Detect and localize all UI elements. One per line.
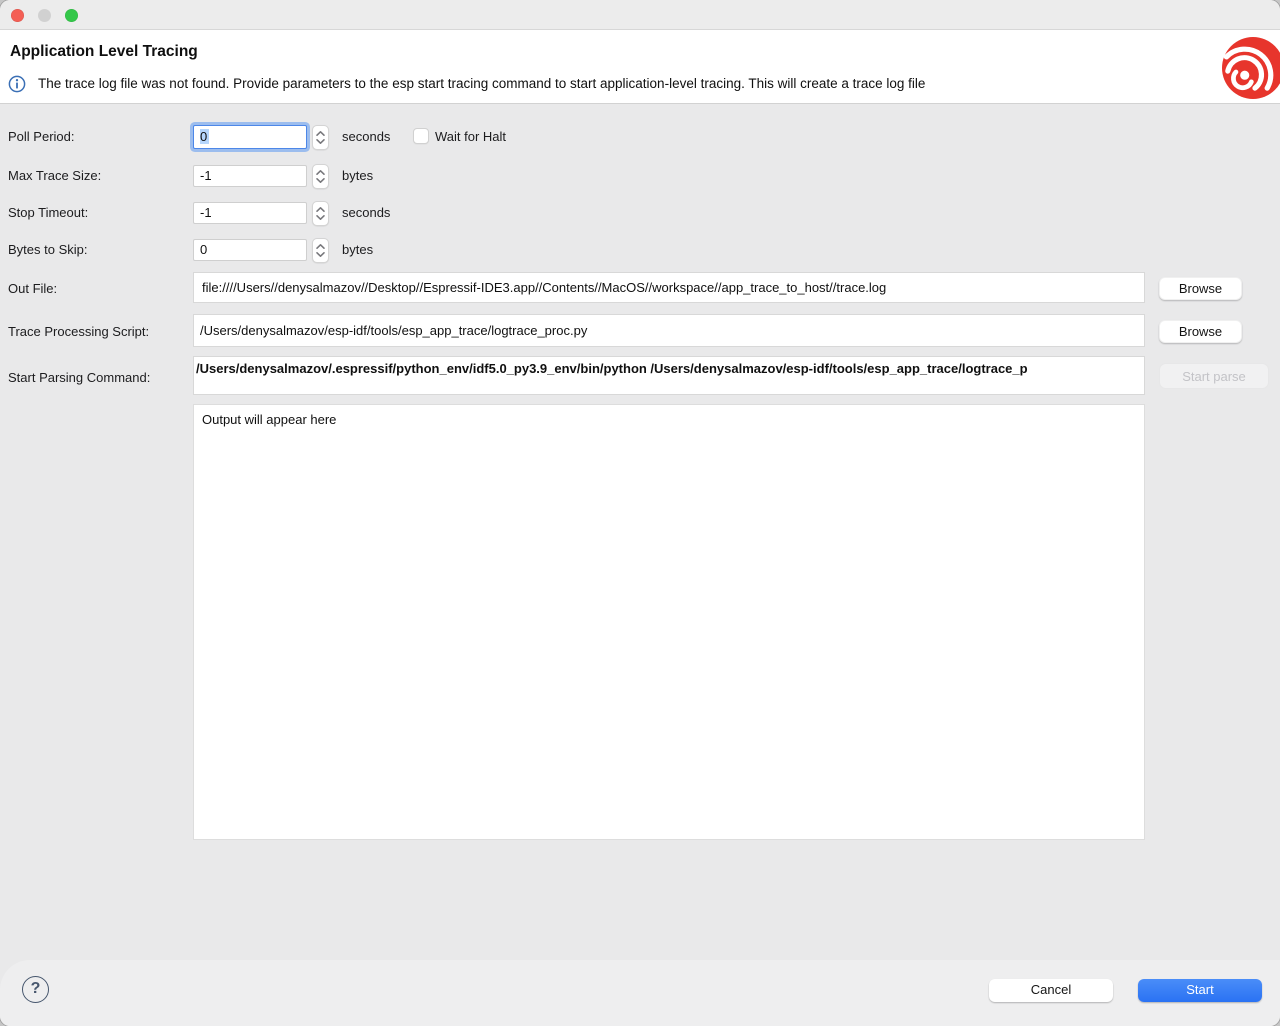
out-file-value: file:////Users//denysalmazov//Desktop//Espressif-IDE3.app//Contents//MacOS//workspace//app_trace_to_host//trace.log <box>202 280 887 295</box>
out-file-label: Out File: <box>8 281 58 296</box>
minimize-button <box>38 9 51 22</box>
zoom-button[interactable] <box>65 9 78 22</box>
bytes-to-skip-unit: bytes <box>342 242 374 257</box>
info-icon <box>8 75 26 98</box>
poll-period-input[interactable] <box>193 125 307 149</box>
trace-processing-script-input[interactable] <box>193 314 1145 347</box>
stop-timeout-unit: seconds <box>342 205 391 220</box>
bytes-to-skip-value: 0 <box>200 242 208 257</box>
max-trace-size-label: Max Trace Size: <box>8 168 102 183</box>
poll-period-label: Poll Period: <box>8 129 75 144</box>
wait-for-halt-checkbox[interactable] <box>413 128 429 144</box>
stop-timeout-label: Stop Timeout: <box>8 205 89 220</box>
out-file-browse-button[interactable]: Browse <box>1159 277 1242 300</box>
poll-period-value: 0 <box>200 129 208 144</box>
stop-timeout-stepper[interactable] <box>312 201 329 226</box>
max-trace-size-stepper[interactable] <box>312 164 329 189</box>
start-parse-button: Start parse <box>1159 363 1269 389</box>
max-trace-size-unit: bytes <box>342 168 374 183</box>
bytes-to-skip-label: Bytes to Skip: <box>8 242 88 257</box>
help-button[interactable]: ? <box>22 976 49 1003</box>
trace-processing-script-value: /Users/denysalmazov/esp-idf/tools/esp_app_trace/logtrace_proc.py <box>200 323 588 338</box>
bytes-to-skip-input[interactable] <box>193 239 307 261</box>
start-button[interactable]: Start <box>1138 979 1262 1002</box>
max-trace-size-value: -1 <box>200 168 212 183</box>
stop-timeout-value: -1 <box>200 205 212 220</box>
trace-processing-script-label: Trace Processing Script: <box>8 324 150 339</box>
titlebar[interactable] <box>0 0 1280 30</box>
output-placeholder-text: Output will appear here <box>202 412 337 427</box>
bytes-to-skip-stepper[interactable] <box>312 238 329 263</box>
close-button[interactable] <box>11 9 24 22</box>
max-trace-size-input[interactable] <box>193 165 307 187</box>
output-console[interactable] <box>193 404 1145 840</box>
stop-timeout-input[interactable] <box>193 202 307 224</box>
start-parsing-command-input[interactable] <box>193 356 1145 395</box>
start-parsing-command-value: /Users/denysalmazov/.espressif/python_env/idf5.0_py3.9_env/bin/python /Users/denysalmazov/esp-idf/tools/esp_app_trace/logtrace_p <box>196 361 1028 376</box>
out-file-input[interactable] <box>193 272 1145 303</box>
header-message: The trace log file was not found. Provide parameters to the esp start tracing command to start application-level tracing. This will create a trace log file <box>38 76 926 91</box>
wait-for-halt-label[interactable]: Wait for Halt <box>435 129 507 144</box>
poll-period-stepper[interactable] <box>312 125 329 150</box>
poll-period-unit: seconds <box>342 129 391 144</box>
trace-processing-script-browse-button[interactable]: Browse <box>1159 320 1242 343</box>
page-title: Application Level Tracing <box>10 43 198 60</box>
cancel-button[interactable]: Cancel <box>989 979 1113 1002</box>
dialog-header <box>0 30 1280 104</box>
start-parsing-command-label: Start Parsing Command: <box>8 370 151 385</box>
espressif-logo-icon <box>1222 37 1280 99</box>
